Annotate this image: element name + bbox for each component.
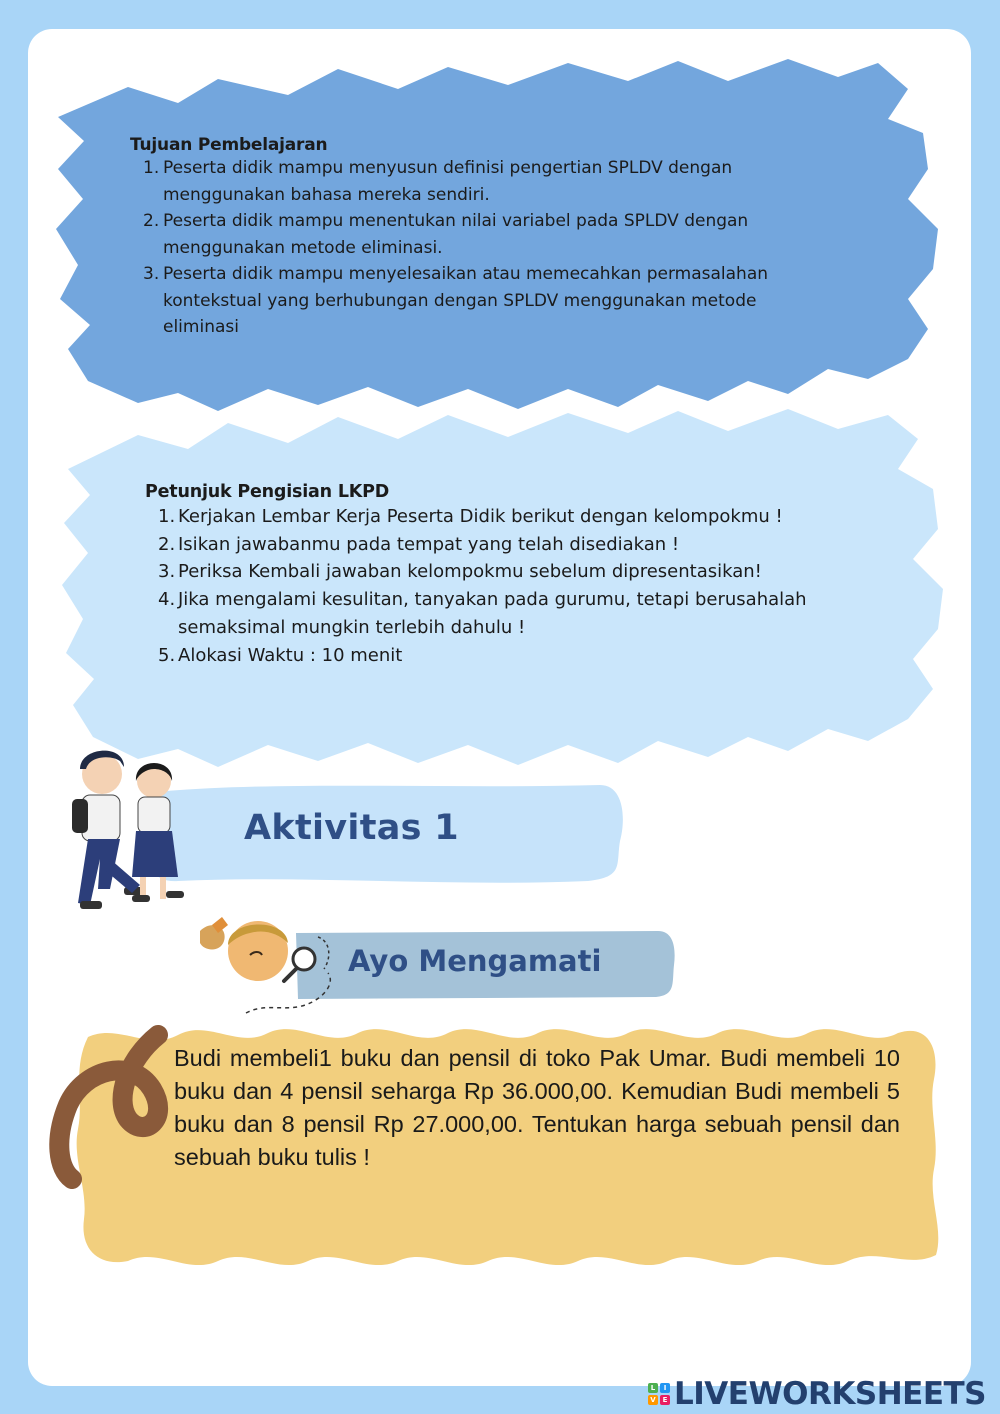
petunjuk-section xyxy=(145,482,845,669)
item-number: 5. xyxy=(158,644,176,666)
petunjuk-item xyxy=(145,558,845,586)
petunjuk-title: Petunjuk Pengisian LKPD xyxy=(145,482,390,502)
tujuan-item xyxy=(130,208,810,261)
petunjuk-list xyxy=(145,503,845,669)
item-number: 2. xyxy=(143,211,160,231)
logo-text: LIVEWORKSHEETS xyxy=(674,1376,986,1412)
activity-subtitle: Ayo Mengamati xyxy=(348,944,602,978)
logo-grid-icon xyxy=(648,1383,670,1405)
petunjuk-item xyxy=(145,642,845,670)
item-text: Peserta didik mampu menyelesaikan atau memecahkan permasalahan kontekstual yang berhubungan dengan SPLDV menggunakan metode eliminasi xyxy=(163,264,769,337)
liveworksheets-logo xyxy=(648,1376,986,1412)
tujuan-list xyxy=(130,155,810,341)
tujuan-item xyxy=(130,261,810,341)
item-text: Kerjakan Lembar Kerja Peserta Didik berikut dengan kelompokmu ! xyxy=(178,506,783,527)
students-illustration xyxy=(72,751,184,909)
item-number: 1. xyxy=(158,506,176,527)
tujuan-section xyxy=(130,135,810,341)
item-number: 2. xyxy=(158,533,176,555)
item-text: Isikan jawabanmu pada tempat yang telah disediakan ! xyxy=(178,533,680,555)
item-text: Peserta didik mampu menentukan nilai variabel pada SPLDV dengan menggunakan metode eliminasi. xyxy=(163,211,749,258)
petunjuk-item xyxy=(145,503,845,531)
tujuan-title: Tujuan Pembelajaran xyxy=(130,135,328,155)
logo-letter: L xyxy=(648,1383,658,1393)
worksheet-page xyxy=(28,29,971,1386)
item-text: Jika mengalami kesulitan, tanyakan pada gurumu, tetapi berusahalah semaksimal mungkin terlebih dahulu ! xyxy=(178,589,807,638)
item-number: 1. xyxy=(143,158,160,178)
item-number: 3. xyxy=(158,561,176,583)
petunjuk-item xyxy=(145,586,845,641)
logo-letter: V xyxy=(648,1395,658,1405)
logo-letter: E xyxy=(660,1395,670,1405)
activity-title: Aktivitas 1 xyxy=(244,808,459,848)
tujuan-item xyxy=(130,155,810,208)
item-number: 4. xyxy=(158,589,176,611)
petunjuk-item xyxy=(145,531,845,559)
item-number: 3. xyxy=(143,264,160,284)
item-text: Peserta didik mampu menyusun definisi pengertian SPLDV dengan menggunakan bahasa mereka sendiri. xyxy=(163,158,733,205)
logo-letter: I xyxy=(660,1383,670,1393)
item-text: Periksa Kembali jawaban kelompokmu sebelum dipresentasikan! xyxy=(178,561,762,583)
item-text: Alokasi Waktu : 10 menit xyxy=(178,644,403,666)
problem-text: Budi membeli1 buku dan pensil di toko Pak Umar. Budi membeli 10 buku dan 4 pensil seharga Rp 36.000,00. Kemudian Budi membeli 5 buku dan 8 pensil Rp 27.000,00. Tentukan harga sebuah pensil dan sebuah buku tulis ! xyxy=(174,1045,900,1170)
